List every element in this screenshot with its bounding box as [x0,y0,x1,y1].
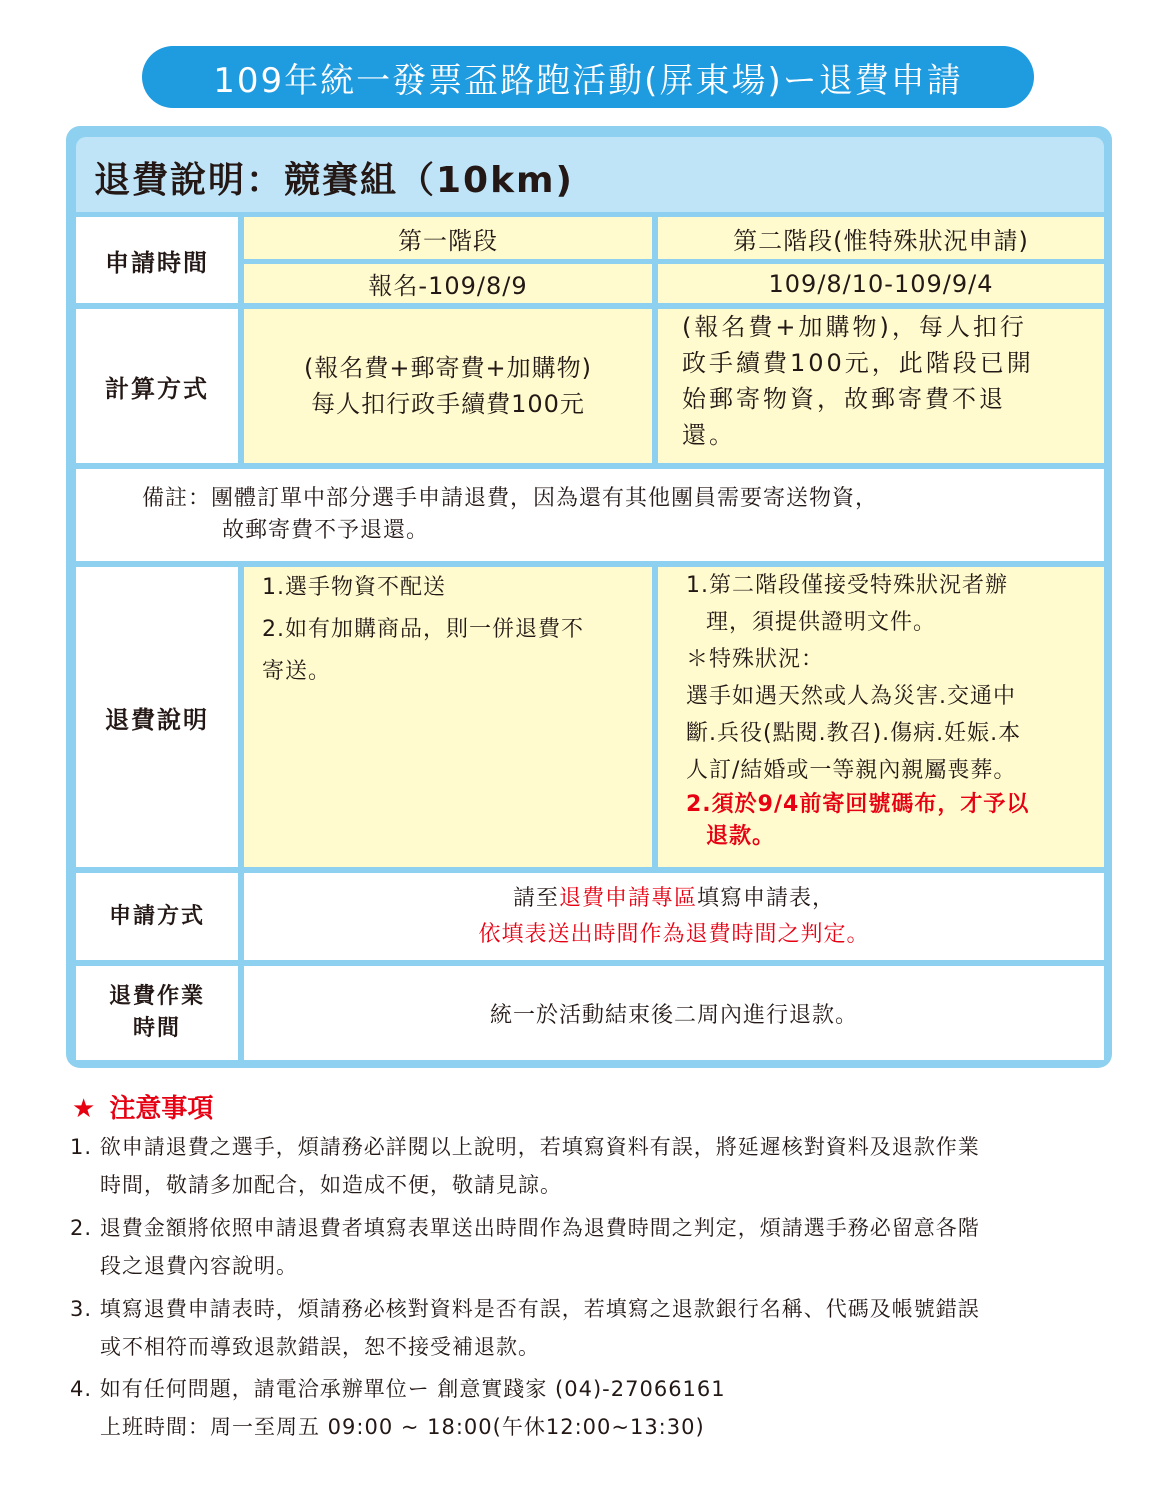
refund-stage1-item2b: 寄送。 [262,659,332,684]
remark-line2: 故郵寄費不予退還。 [222,518,430,543]
stage1-date: 報名-109/8/9 [244,264,652,303]
note-2 [70,1209,1130,1285]
calc-label: 計算方式 [76,309,238,463]
notes-title-text: 注意事項 [109,1094,214,1124]
method-line1-post: 填寫申請表， [697,885,836,911]
page-title: 109年統一發票盃路跑活動(屏東場)ー退費申請 [142,46,1034,108]
note-2a: 2. 退費金額將依照申請退費者填寫表單送出時間作為退費時間之判定，煩請選手務必留意各階 [70,1216,980,1240]
star-icon: ★ [72,1094,96,1124]
refund-stage2-item2b: 退款。 [706,824,776,849]
refund-stage2-item1b: 理，須提供證明文件。 [706,610,937,635]
note-4a: 4. 如有任何問題，請電洽承辦單位ー 創意實踐家 (04)-27066161 [70,1377,726,1401]
calc-stage1-line2: 每人扣行政手續費100元 [311,390,585,418]
refund-stage2-item1a: 1.第二階段僅接受特殊狀況者辦 [686,573,1008,598]
refund-stage2-special: ＊特殊狀況： [686,647,825,672]
method-label: 申請方式 [76,873,238,960]
calc-stage2-line4: 還。 [682,421,736,449]
calc-stage2-line2: 政手續費100元，此階段已開 [682,349,1034,377]
work-time-label-line1: 退費作業 [108,984,205,1009]
note-4 [70,1370,1130,1446]
work-time-label [76,966,238,1060]
calc-stage1 [244,309,652,463]
refund-stage1-item1: 1.選手物資不配送 [262,575,446,600]
work-time-label-line2: 時間 [132,1016,181,1041]
refund-stage2-line3: 人訂/結婚或一等親內親屬喪葬。 [686,758,1017,783]
note-1b: 時間，敬請多加配合，如造成不便，敬請見諒。 [100,1173,562,1197]
refund-stage2-line2: 斷.兵役(點閱.教召).傷病.妊娠.本 [686,721,1022,746]
refund-apply-zone-link[interactable]: 退費申請專區 [558,885,697,911]
calc-stage2-line1: (報名費+加購物)，每人扣行 [682,313,1027,341]
method-line1-pre: 請至 [512,885,559,911]
calc-stage2-line3: 始郵寄物資，故郵寄費不退 [682,385,1006,413]
note-3 [70,1290,1130,1366]
stage2-header: 第二階段(惟特殊狀況申請) [658,217,1104,259]
method-line1 [513,881,835,917]
method-line2: 依填表送出時間作為退費時間之判定。 [478,921,870,947]
notes-title [72,1088,213,1125]
note-4b: 上班時間：周一至周五 09:00 ~ 18:00(午休12:00~13:30) [100,1415,705,1439]
refund-stage1-item2a: 2.如有加購商品，則一併退費不 [262,617,584,642]
refund-stage2-item2a: 2.須於9/4前寄回號碼布，才予以 [686,792,1030,817]
note-2b: 段之退費內容說明。 [100,1254,298,1278]
refund-desc-stage2 [658,567,1104,867]
refund-desc-label: 退費說明 [76,567,238,867]
remark-row [76,469,1104,561]
stage2-date: 109/8/10-109/9/4 [658,264,1104,303]
note-1a: 1. 欲申請退費之選手，煩請務必詳閱以上說明，若填寫資料有誤，將延遲核對資料及退款作業 [70,1135,980,1159]
apply-time-label: 申請時間 [76,217,238,303]
note-3b: 或不相符而導致退款錯誤，恕不接受補退款。 [100,1335,540,1359]
method-content [244,873,1104,960]
remark-line1: 備註：團體訂單中部分選手申請退費，因為還有其他團員需要寄送物資， [142,486,879,511]
stage1-header: 第一階段 [244,217,652,259]
refund-desc-stage1 [244,567,652,867]
calc-stage1-line1: (報名費+郵寄費+加購物) [304,354,592,382]
note-3a: 3. 填寫退費申請表時，煩請務必核對資料是否有誤，若填寫之退款銀行名稱、代碼及帳號錯誤 [70,1297,980,1321]
refund-stage2-line1: 選手如遇天然或人為災害.交通中 [686,684,1016,709]
panel-title: 退費說明：競賽組（10km) [94,160,575,201]
work-time-text: 統一於活動結束後二周內進行退款。 [244,966,1104,1060]
note-1 [70,1128,1130,1204]
calc-stage2 [658,309,1104,463]
